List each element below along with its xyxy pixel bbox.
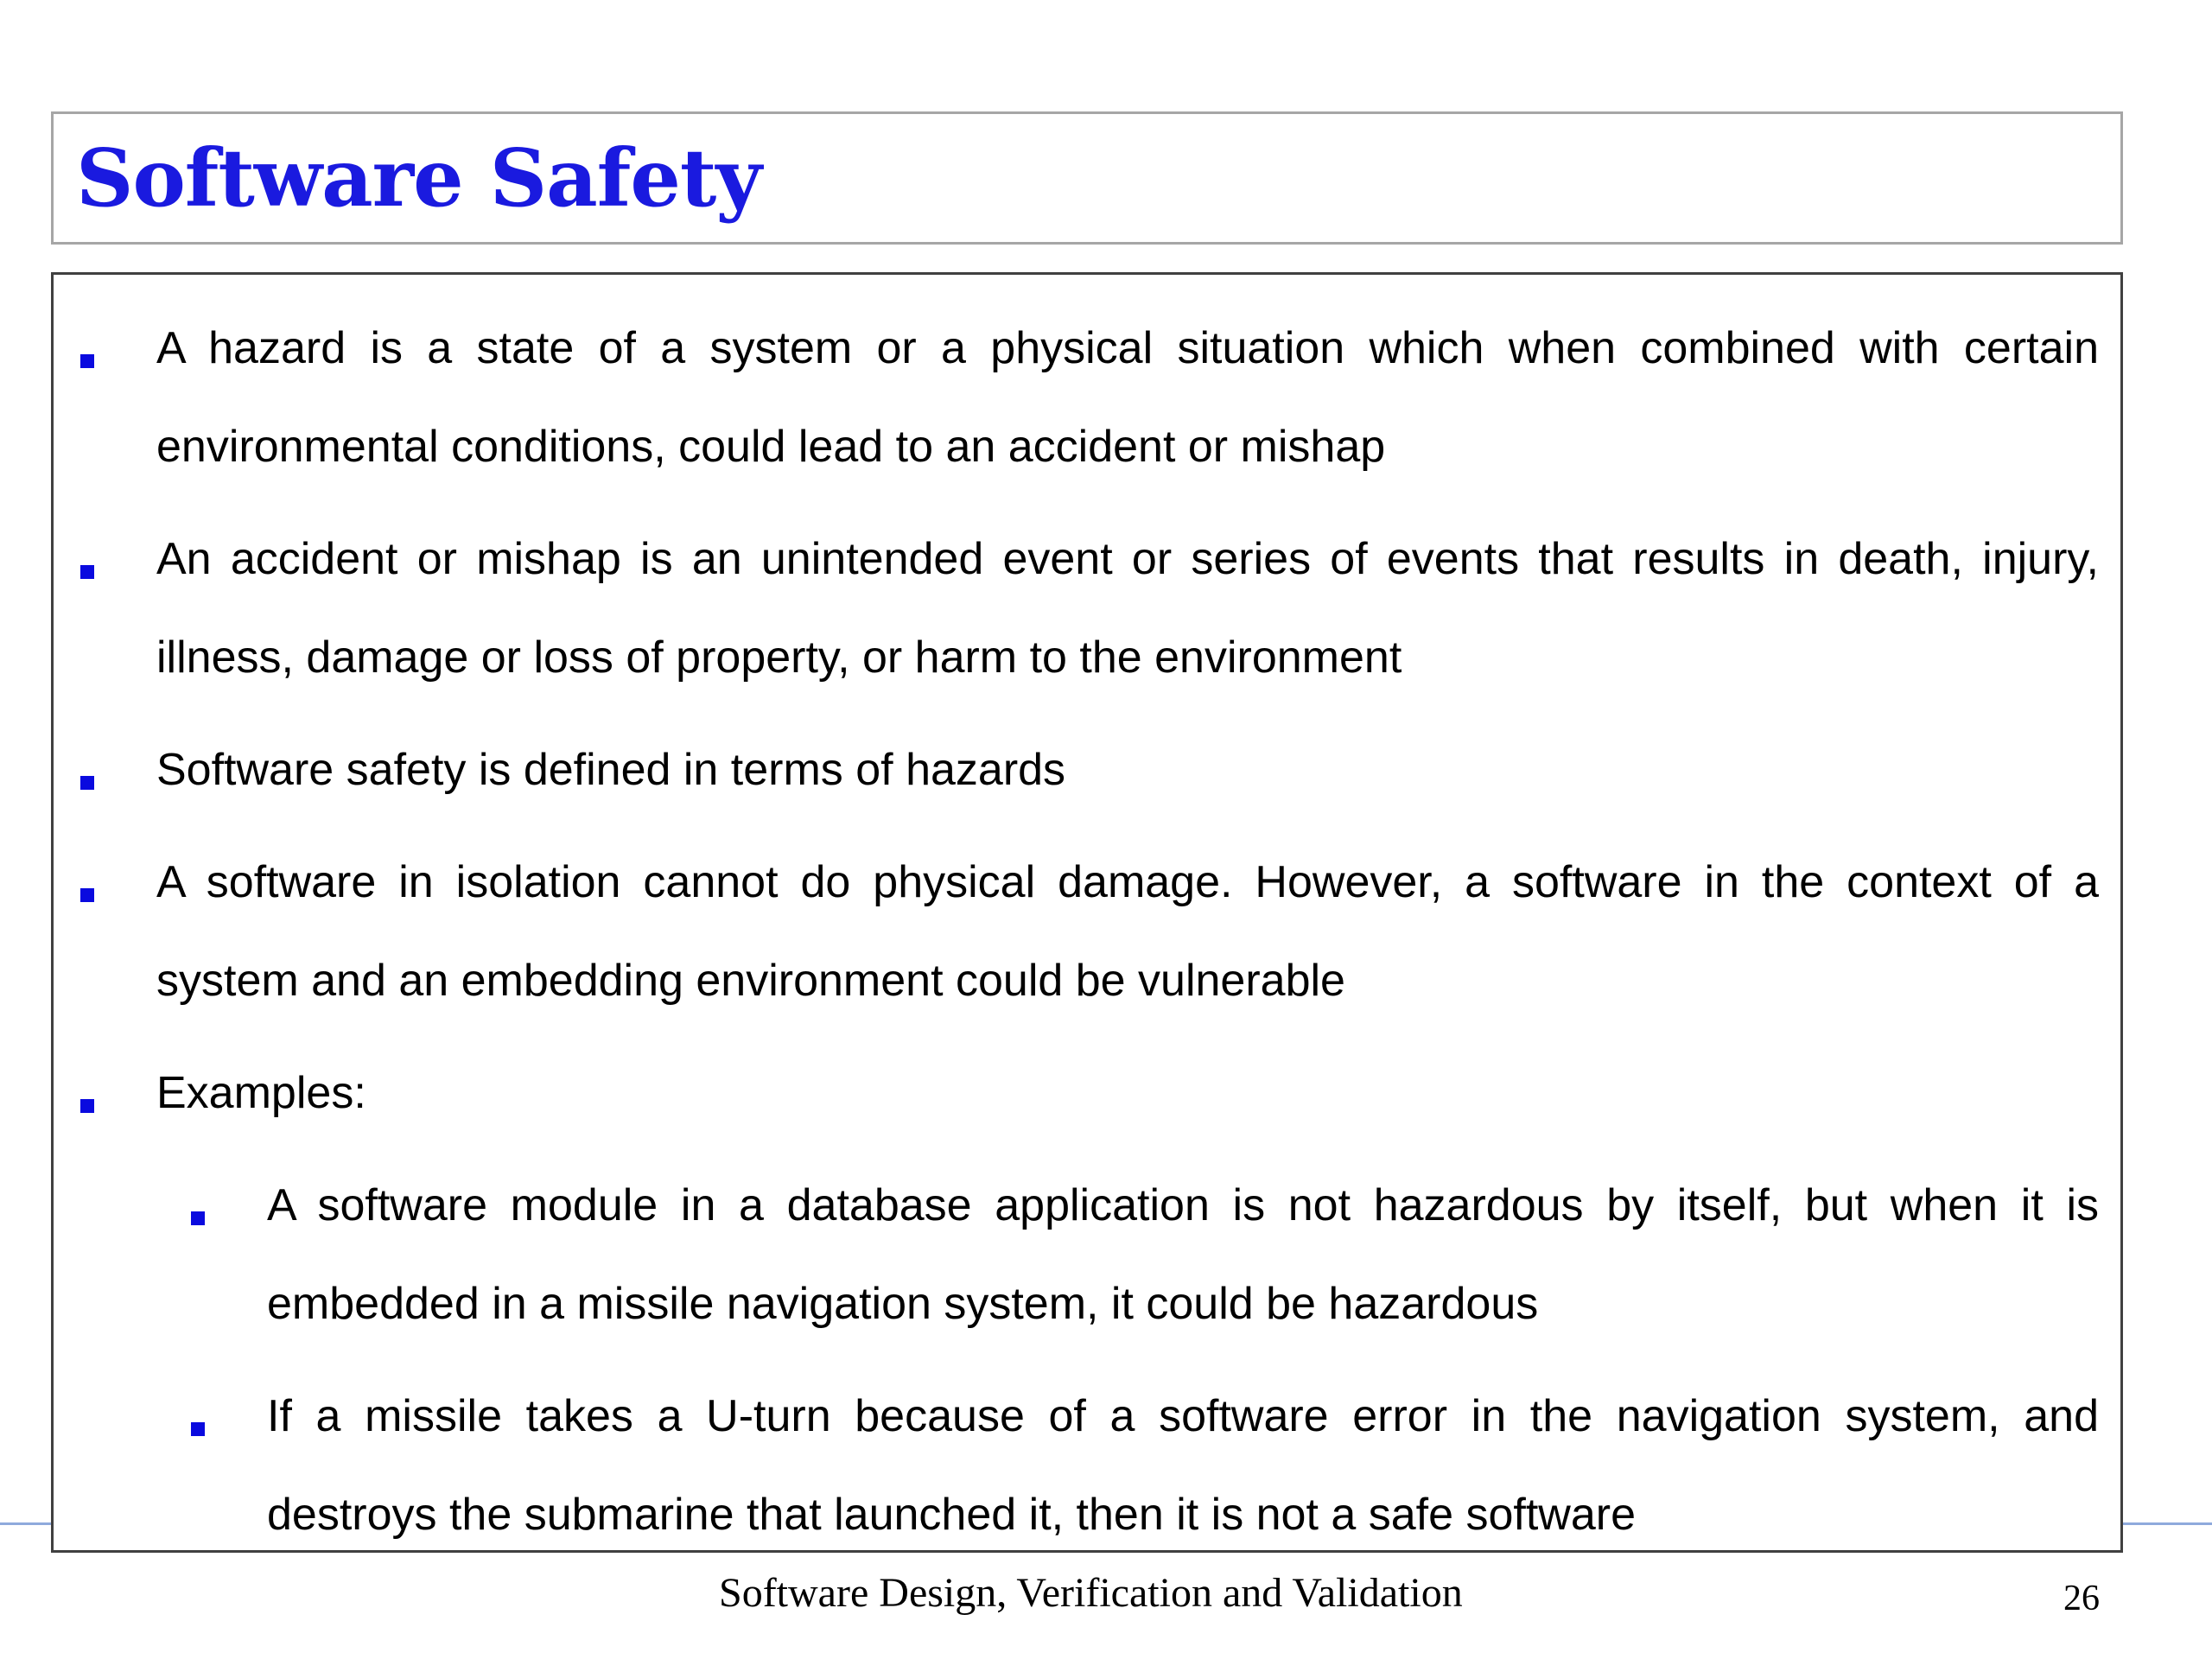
square-bullet-icon (80, 888, 94, 902)
bullet-text: A hazard is a state of a system or a physical situation which when combined with certain environmental conditions, could lead to an accident or mishap (156, 323, 2099, 472)
sub-bullet-item (267, 1367, 2099, 1553)
square-bullet-icon (80, 354, 94, 368)
bullet-item (156, 833, 2099, 1030)
square-bullet-icon (80, 565, 94, 579)
bullet-text: Software safety is defined in terms of hazards (156, 745, 1066, 795)
title-box (51, 111, 2123, 245)
square-bullet-icon (191, 1211, 205, 1225)
accent-line-right (2123, 1522, 2212, 1525)
bullet-item (156, 1044, 2099, 1142)
sub-bullet-item (267, 1156, 2099, 1353)
bullet-item (156, 299, 2099, 496)
bullet-text: A software in isolation cannot do physical damage. However, a software in the context of a system and an embedding environment could be vulnerable (156, 857, 2099, 1006)
sub-bullet-text: A software module in a database application is not hazardous by itself, but when it is embedded in a missile navigation system, it could be hazardous (267, 1180, 2099, 1329)
square-bullet-icon (80, 776, 94, 790)
bullet-text: An accident or mishap is an unintended event or series of events that results in death, injury, illness, damage or loss of property, or harm to the environment (156, 534, 2099, 683)
content-box (51, 272, 2123, 1553)
footer-course-title: Software Design, Verification and Validation (719, 1570, 1463, 1616)
bullet-item (156, 510, 2099, 707)
accent-line-left (0, 1522, 52, 1525)
sub-bullet-text: If a missile takes a U-turn because of a software error in the navigation system, and destroys the submarine that launched it, then it is not a safe software (267, 1391, 2099, 1540)
bullet-item (156, 721, 2099, 819)
bullet-text: Examples: (156, 1068, 366, 1118)
square-bullet-icon (80, 1099, 94, 1113)
slide-title: Software Safety (76, 131, 761, 225)
page-number: 26 (2063, 1579, 2100, 1618)
square-bullet-icon (191, 1422, 205, 1436)
